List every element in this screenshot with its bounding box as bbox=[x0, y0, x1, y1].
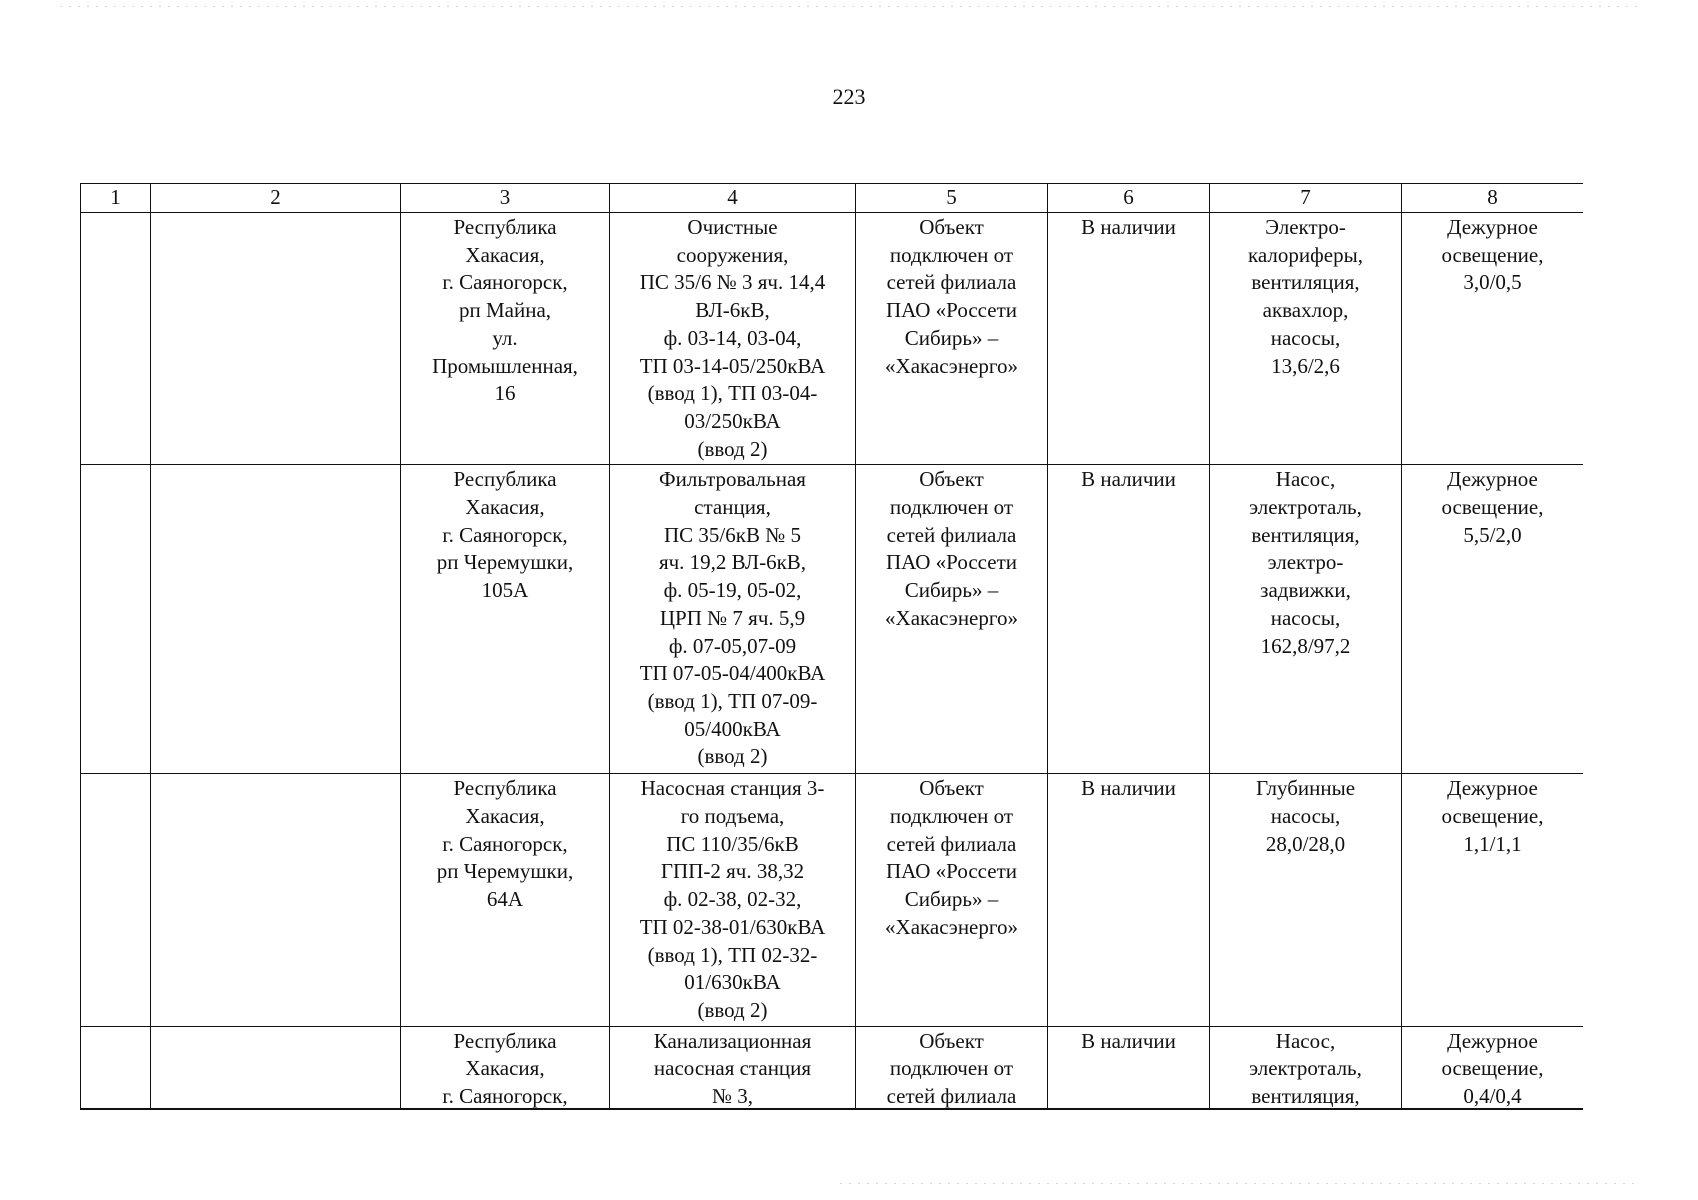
cell-name bbox=[151, 465, 401, 774]
page-number: 223 bbox=[832, 84, 866, 109]
document-table bbox=[80, 183, 1583, 1110]
table-row bbox=[81, 774, 1584, 1026]
scan-noise-top bbox=[60, 6, 1640, 7]
cell-object: Очистные сооружения, ПС 35/6 № 3 яч. 14,4 ВЛ-6кВ, ф. 03-14, 03-04, ТП 03-14-05/250кВА (ввод 1), ТП 03-04- 03/250кВА (ввод 2) bbox=[610, 213, 856, 465]
cell-address: Республика Хакасия, г. Саяногорск, bbox=[401, 1026, 610, 1110]
cell-index bbox=[81, 774, 151, 1026]
cell-connection: Объект подключен от сетей филиала ПАО «Россети Сибирь» – «Хакасэнерго» bbox=[856, 465, 1048, 774]
cell-lighting: Дежурное освещение, 1,1/1,1 bbox=[1402, 774, 1584, 1026]
column-number-7: 7 bbox=[1210, 184, 1402, 213]
cell-connection: Объект подключен от сетей филиала ПАО «Россети Сибирь» – «Хакасэнерго» bbox=[856, 774, 1048, 1026]
cell-connection: Объект подключен от сетей филиала bbox=[856, 1026, 1048, 1110]
cell-object: Насосная станция 3- го подъема, ПС 110/35/6кВ ГПП-2 яч. 38,32 ф. 02-38, 02-32, ТП 02-38-01/630кВА (ввод 1), ТП 02-32- 01/630кВА (ввод 2) bbox=[610, 774, 856, 1026]
cell-equipment: Насос, электроталь, вентиляция, электро- задвижки, насосы, 162,8/97,2 bbox=[1210, 465, 1402, 774]
cell-index bbox=[81, 465, 151, 774]
cell-availability: В наличии bbox=[1048, 1026, 1210, 1110]
document-table-container bbox=[80, 183, 1583, 1110]
cell-name bbox=[151, 774, 401, 1026]
cell-equipment: Электро- калориферы, вентиляция, аквахлор, насосы, 13,6/2,6 bbox=[1210, 213, 1402, 465]
column-number-6: 6 bbox=[1048, 184, 1210, 213]
cell-equipment: Насос, электроталь, вентиляция, bbox=[1210, 1026, 1402, 1110]
column-number-3: 3 bbox=[401, 184, 610, 213]
cell-lighting: Дежурное освещение, 0,4/0,4 bbox=[1402, 1026, 1584, 1110]
cell-name bbox=[151, 213, 401, 465]
scan-noise-bottom bbox=[840, 1183, 1640, 1184]
cell-availability: В наличии bbox=[1048, 465, 1210, 774]
cell-connection: Объект подключен от сетей филиала ПАО «Россети Сибирь» – «Хакасэнерго» bbox=[856, 213, 1048, 465]
column-number-5: 5 bbox=[856, 184, 1048, 213]
column-number-row bbox=[81, 184, 1584, 213]
cell-object: Канализационная насосная станция № 3, bbox=[610, 1026, 856, 1110]
cell-name bbox=[151, 1026, 401, 1110]
cell-lighting: Дежурное освещение, 3,0/0,5 bbox=[1402, 213, 1584, 465]
cell-object: Фильтровальная станция, ПС 35/6кВ № 5 яч. 19,2 ВЛ-6кВ, ф. 05-19, 05-02, ЦРП № 7 яч. 5,9 ф. 07-05,07-09 ТП 07-05-04/400кВА (ввод 1), ТП 07-09- 05/400кВА (ввод 2) bbox=[610, 465, 856, 774]
cell-address: Республика Хакасия, г. Саяногорск, рп Черемушки, 64А bbox=[401, 774, 610, 1026]
cell-index bbox=[81, 1026, 151, 1110]
column-number-1: 1 bbox=[81, 184, 151, 213]
cell-index bbox=[81, 213, 151, 465]
table-row bbox=[81, 1026, 1584, 1110]
column-number-2: 2 bbox=[151, 184, 401, 213]
cell-address: Республика Хакасия, г. Саяногорск, рп Майна, ул. Промышленная, 16 bbox=[401, 213, 610, 465]
cell-lighting: Дежурное освещение, 5,5/2,0 bbox=[1402, 465, 1584, 774]
cell-equipment: Глубинные насосы, 28,0/28,0 bbox=[1210, 774, 1402, 1026]
column-number-4: 4 bbox=[610, 184, 856, 213]
table-row bbox=[81, 213, 1584, 465]
table-row bbox=[81, 465, 1584, 774]
column-number-8: 8 bbox=[1402, 184, 1584, 213]
cell-address: Республика Хакасия, г. Саяногорск, рп Черемушки, 105А bbox=[401, 465, 610, 774]
cell-availability: В наличии bbox=[1048, 213, 1210, 465]
cell-availability: В наличии bbox=[1048, 774, 1210, 1026]
